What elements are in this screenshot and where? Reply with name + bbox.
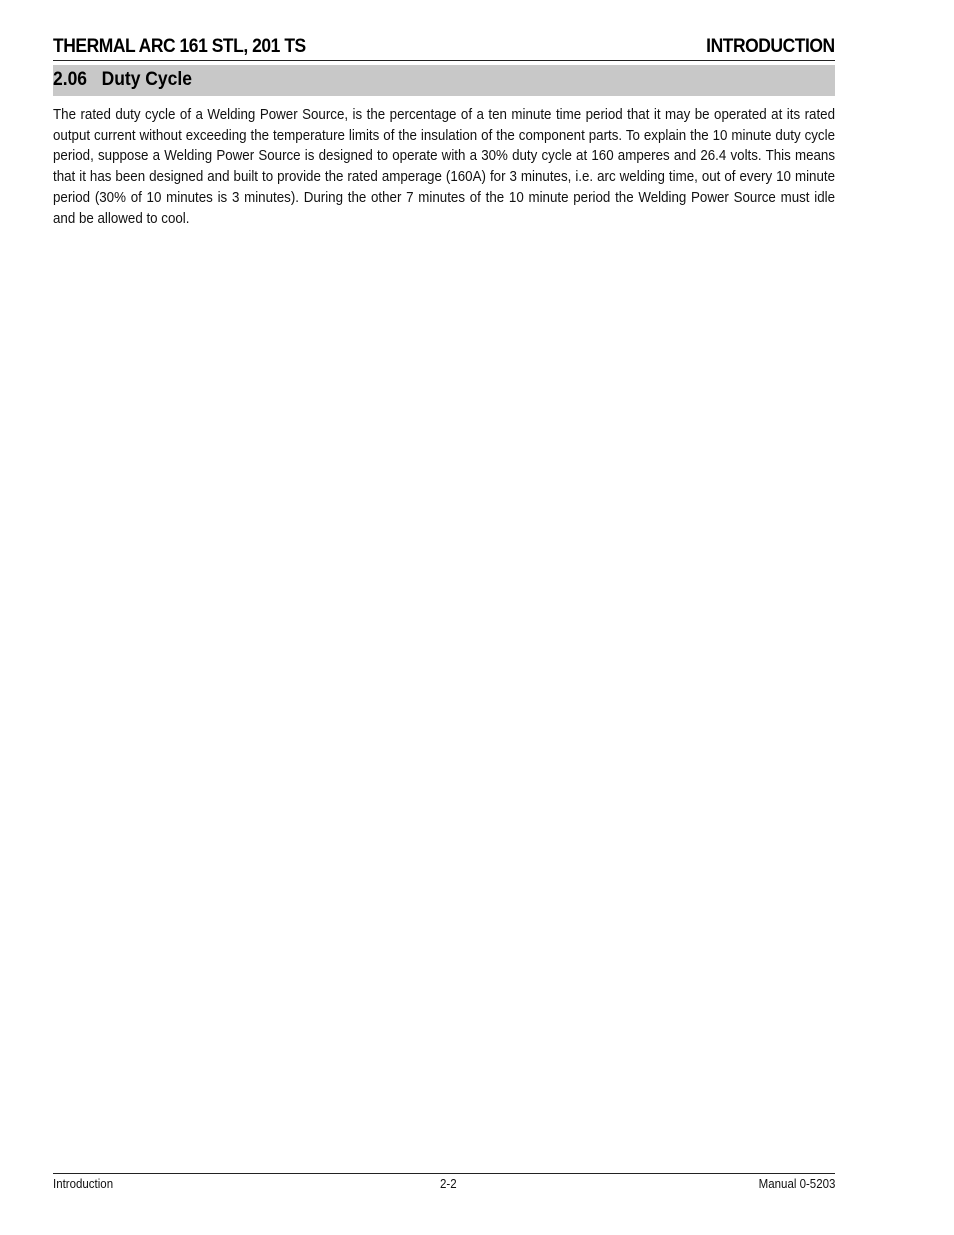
footer-manual-number: Manual 0-5203 (758, 1177, 835, 1191)
page-footer (53, 1173, 835, 1196)
body-text (53, 105, 835, 229)
header-chapter-title: INTRODUCTION (706, 36, 835, 57)
header-product-title: THERMAL ARC 161 STL, 201 TS (53, 36, 306, 57)
footer-page-number: 2-2 (440, 1177, 457, 1191)
duty-cycle-paragraph: The rated duty cycle of a Welding Power Source, is the percentage of a ten minute time period that it may be operated at its rated output current without exceeding the temperature limits of the insulation of the component parts. To explain the 10 minute duty cycle period, suppose a Welding Power Source is designed to operate with a 30% duty cycle at 160 amperes and 26.4 volts. This means that it has been designed and built to provide the rated amperage (160A) for 3 minutes, i.e. arc welding time, out of every 10 minute period (30% of 10 minutes is 3 minutes). During the other 7 minutes of the 10 minute period the Welding Power Source must idle and be allowed to cool. (53, 107, 835, 227)
section-heading-bar (53, 65, 835, 96)
footer-chapter: Introduction (53, 1177, 114, 1191)
section-title: 2.06 Duty Cycle (53, 69, 192, 90)
page-header (53, 34, 835, 61)
